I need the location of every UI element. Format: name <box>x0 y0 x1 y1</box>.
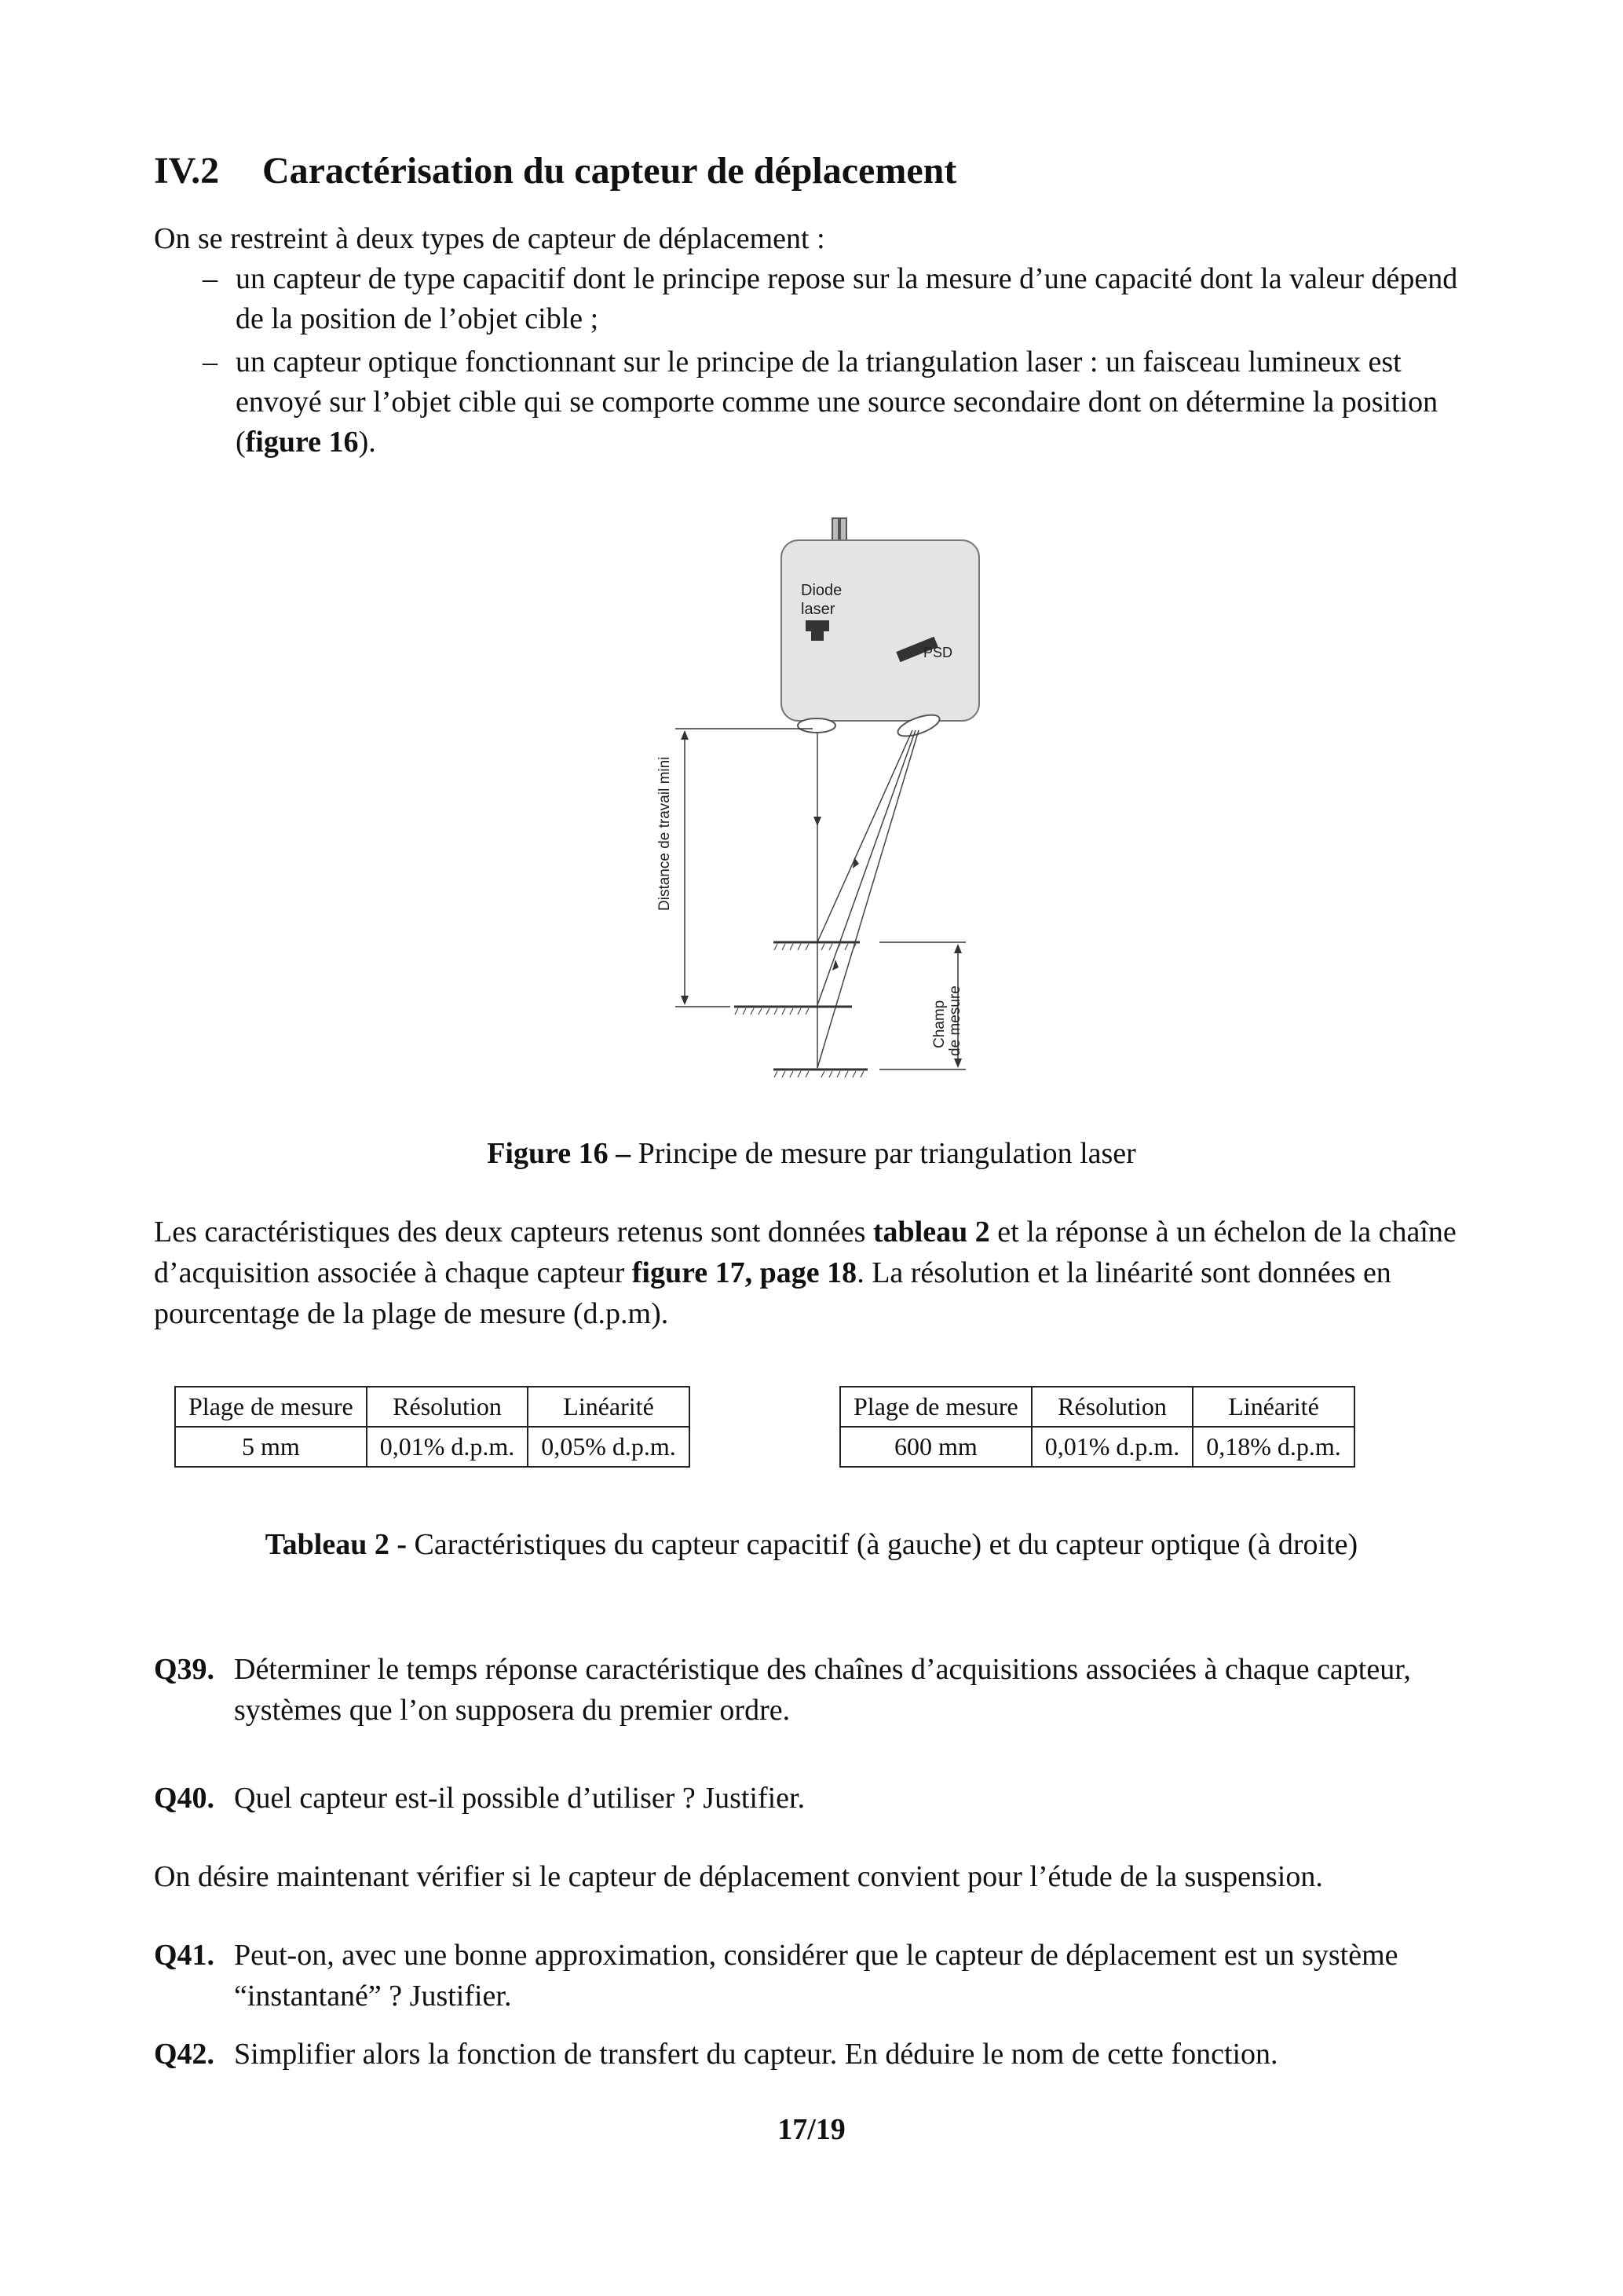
sensor-type-list <box>154 259 1476 462</box>
question-label: Q42. <box>154 2038 215 2071</box>
mesure-label: de mesure <box>947 985 963 1056</box>
question-label: Q40. <box>154 1782 215 1815</box>
section-number: IV.2 <box>154 150 220 192</box>
cell-plage: 5 mm <box>175 1427 367 1467</box>
question-text: Déterminer le temps réponse caractéristique des chaînes d’acquisitions associées à chaque capteur, systèmes que l’on supposera du premier ordre. <box>234 1653 1411 1727</box>
table-row <box>840 1427 1354 1467</box>
table-row <box>175 1427 689 1467</box>
emitter-lens <box>798 718 835 733</box>
question-q41 <box>154 1935 1476 2016</box>
optical-sensor-table <box>839 1386 1355 1468</box>
section-title: Caractérisation du capteur de déplacement <box>262 150 957 192</box>
bullet-text: un capteur optique fonctionnant sur le principe de la triangulation laser : un faisceau lumineux est envoyé sur l’objet cible qui se comporte comme une source secondaire dont on détermine la position ( <box>236 345 1438 459</box>
header-linearite: Linéarité <box>1193 1387 1354 1427</box>
question-text: Peut-on, avec une bonne approximation, considérer que le capteur de déplacement est un système “instantané” ? Justifier. <box>234 1939 1398 2013</box>
question-q39 <box>154 1649 1476 1731</box>
figure-reference: figure 16 <box>245 426 359 459</box>
header-linearite: Linéarité <box>528 1387 689 1427</box>
laser-diode-body <box>811 631 824 641</box>
question-text: Simplifier alors la fonction de transfert du capteur. En déduire le nom de cette fonction. <box>234 2038 1278 2071</box>
distance-label: Distance de travail mini <box>656 756 673 911</box>
question-label: Q41. <box>154 1939 215 1972</box>
para-text: Les caractéristiques des deux capteurs retenus sont données <box>154 1216 873 1249</box>
cell-linearite: 0,05% d.p.m. <box>528 1427 689 1467</box>
question-q40 <box>154 1778 1476 1819</box>
para-text: et la réponse à un échelon de la chaîne d’acquisition associée à chaque capteur <box>154 1216 1457 1289</box>
question-text: Quel capteur est-il possible d’utiliser ? Justifier. <box>234 1782 806 1815</box>
header-plage: Plage de mesure <box>840 1387 1032 1427</box>
cell-plage: 600 mm <box>840 1427 1032 1467</box>
suspension-paragraph: On désire maintenant vérifier si le capteur de déplacement convient pour l’étude de la suspension. <box>154 1860 1323 1893</box>
psd-label: PSD <box>923 645 953 660</box>
characteristics-paragraph <box>154 1212 1476 1334</box>
table-caption-text: Caractéristiques du capteur capacitif (à gauche) et du capteur optique (à droite) <box>407 1528 1358 1561</box>
para-text: . La résolution et la linéarité sont données en pourcentage de la plage de mesure (d.p.m). <box>154 1256 1391 1330</box>
table-reference: tableau 2 <box>872 1216 990 1249</box>
header-resolution: Résolution <box>1032 1387 1193 1427</box>
triangulation-diagram <box>644 503 1005 1099</box>
champ-label: Champ <box>931 1000 948 1048</box>
capacitive-sensor-table <box>174 1386 690 1468</box>
cable-connector-2 <box>840 518 846 542</box>
figure-caption <box>0 1136 1623 1171</box>
cell-resolution: 0,01% d.p.m. <box>1032 1427 1193 1467</box>
table-caption-label: Tableau 2 - <box>265 1528 407 1561</box>
laser-label: laser <box>801 601 835 618</box>
laser-diode <box>806 620 829 631</box>
bullet-text: un capteur de type capacitif dont le principe repose sur la mesure d’une capacité dont la valeur dépend de la position de l’objet cible ; <box>236 262 1458 335</box>
question-q42 <box>154 2034 1476 2075</box>
cable-connector <box>832 518 839 542</box>
bullet-end: ). <box>358 426 376 459</box>
table-caption <box>0 1527 1623 1562</box>
figure-caption-label: Figure 16 – <box>487 1137 631 1170</box>
cell-linearite: 0,18% d.p.m. <box>1193 1427 1354 1467</box>
figure-17-reference: figure 17, page 18 <box>631 1256 857 1289</box>
figure-caption-text: Principe de mesure par triangulation laser <box>631 1137 1136 1170</box>
diode-label: Diode <box>801 582 843 599</box>
section-heading <box>154 149 956 192</box>
header-resolution: Résolution <box>367 1387 528 1427</box>
list-item: – un capteur de type capacitif dont le principe repose sur la mesure d’une capacité dont la valeur dépend de la position de l’objet cible ; <box>203 262 1458 335</box>
question-label: Q39. <box>154 1653 215 1686</box>
list-item: – un capteur optique fonctionnant sur le principe de la triangulation laser : un faisceau lumineux est envoyé sur l’objet cible qui se comporte comme une source secondaire dont on détermine la position (figure 16). <box>203 345 1438 459</box>
page-number: 17/19 <box>777 2113 846 2146</box>
header-plage: Plage de mesure <box>175 1387 367 1427</box>
cell-resolution: 0,01% d.p.m. <box>367 1427 528 1467</box>
intro-paragraph: On se restreint à deux types de capteur de déplacement : <box>154 222 825 255</box>
